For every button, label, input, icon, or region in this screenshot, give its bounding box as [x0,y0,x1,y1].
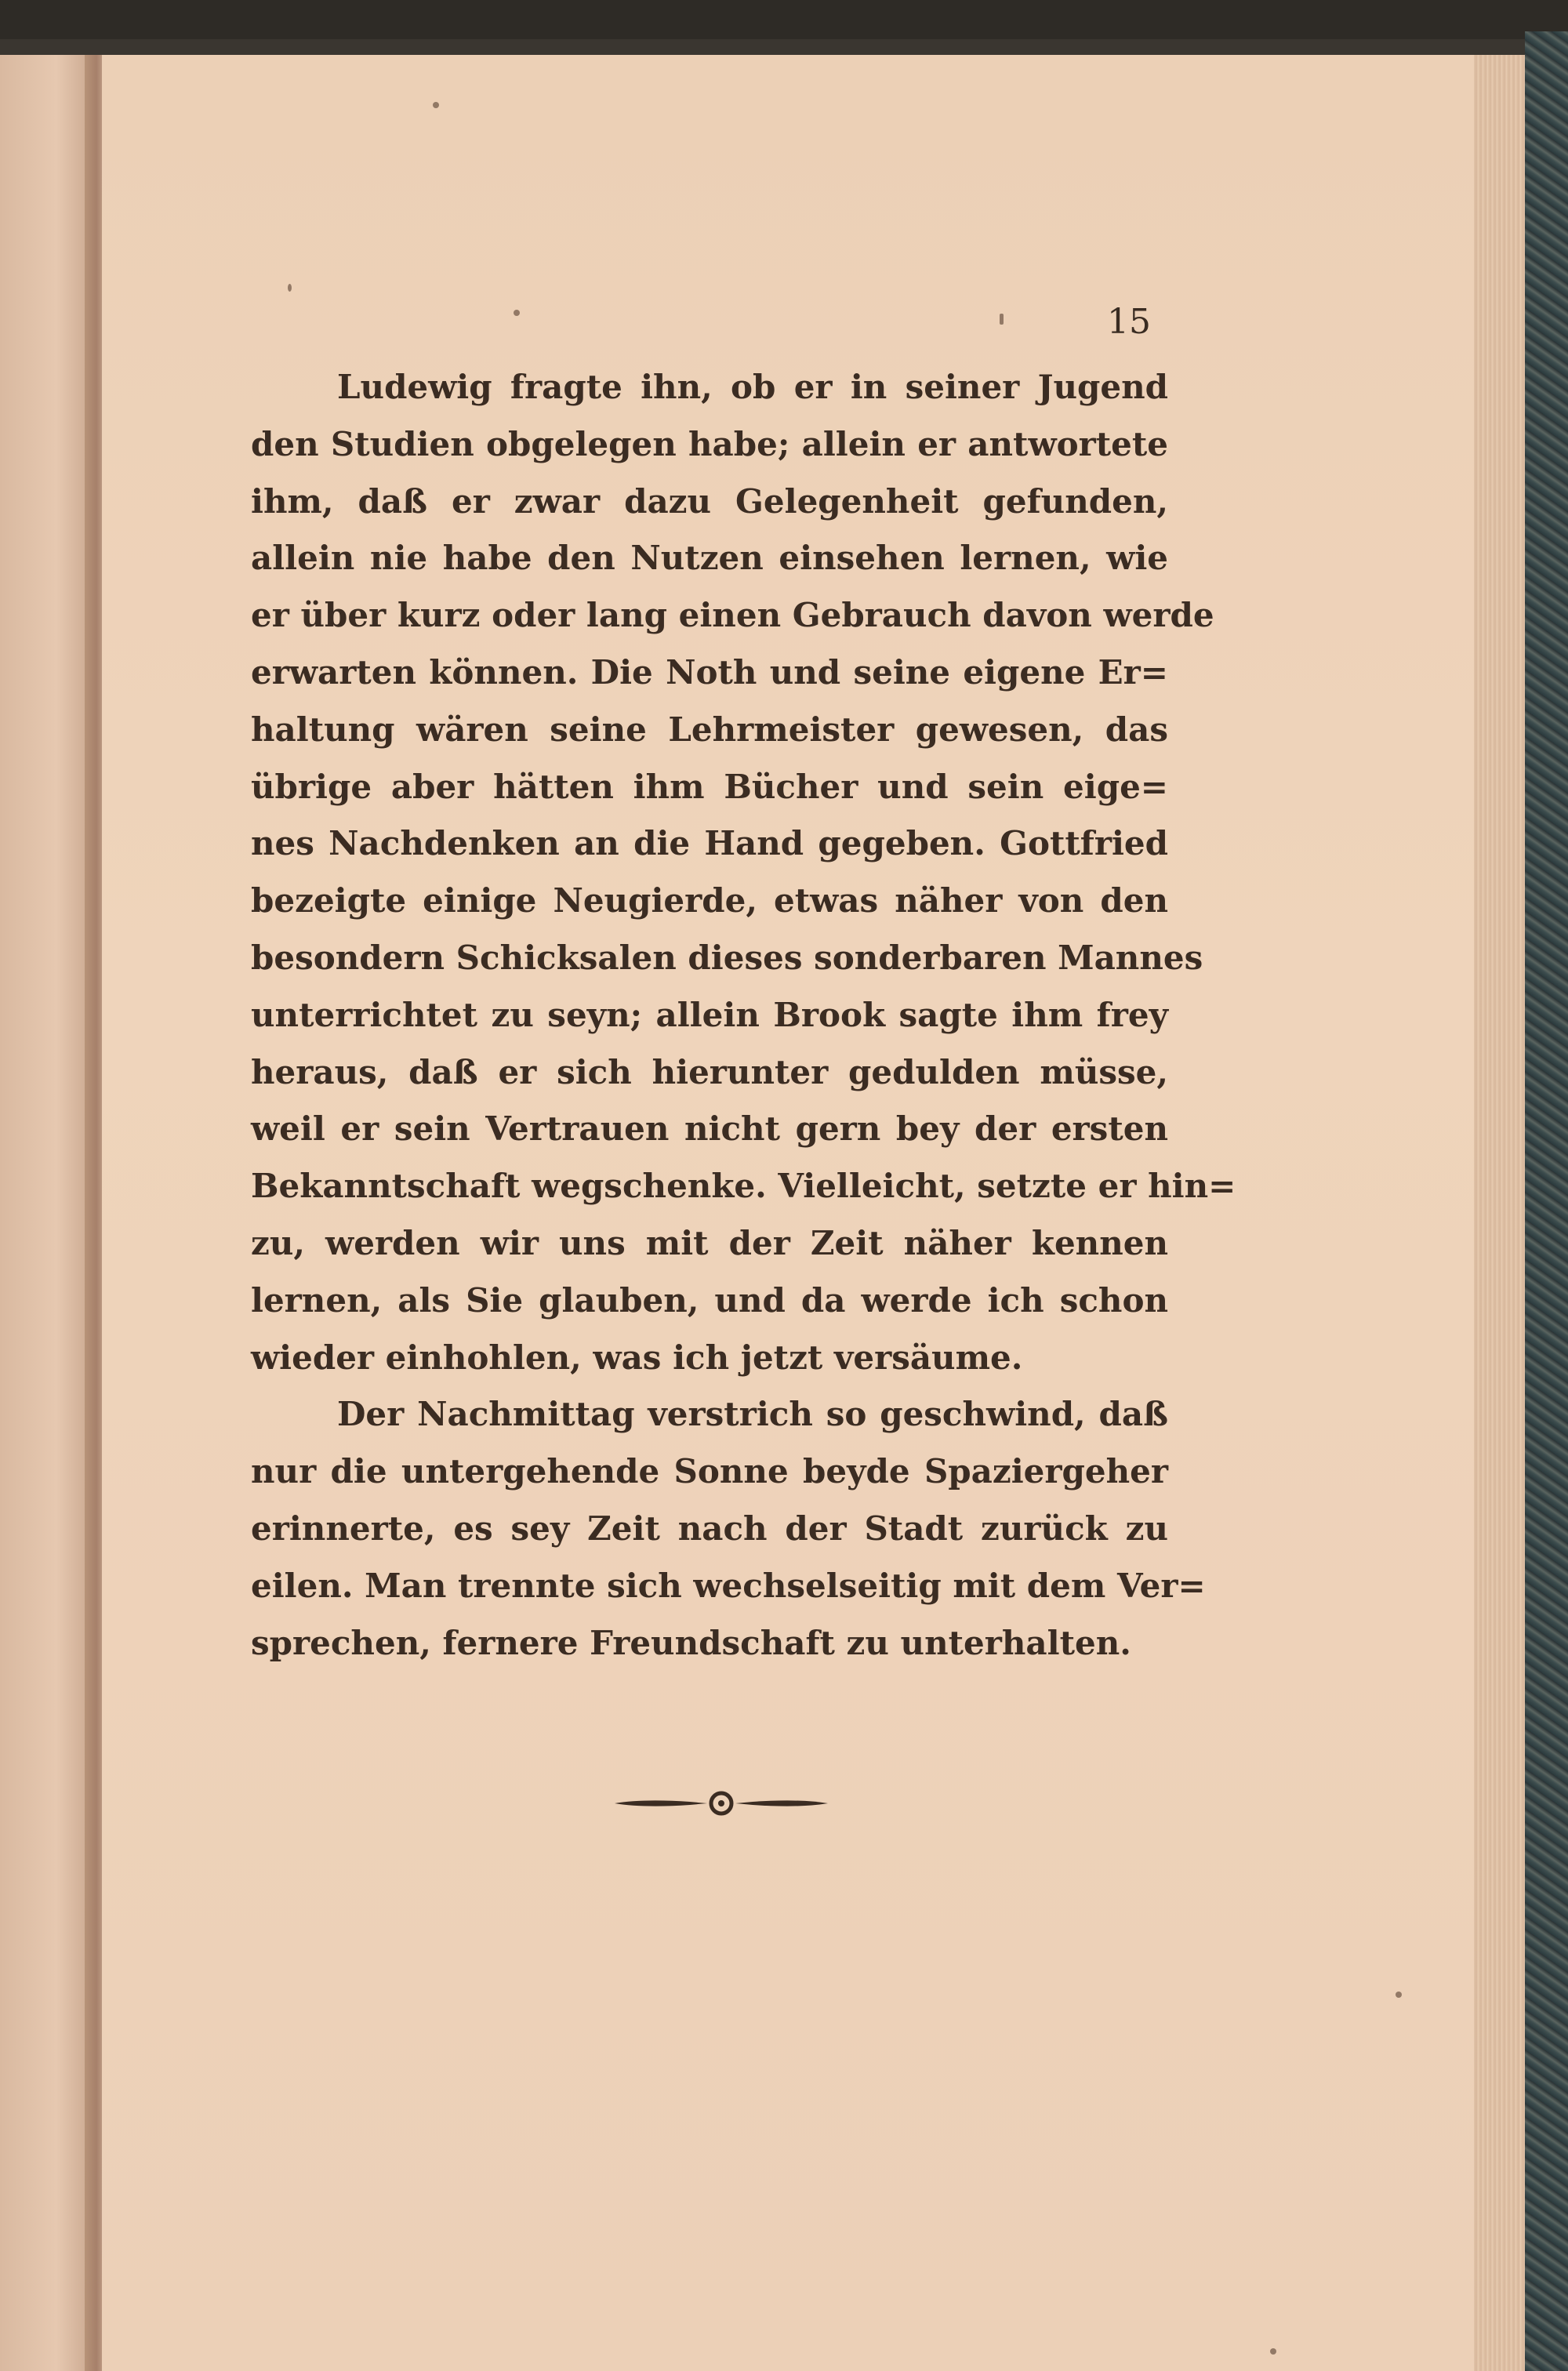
text-line: haltung wären seine Lehrmeister gewesen, das [251,710,1168,749]
text-line: erinnerte, es sey Zeit nach der Stadt zurück zu [251,1509,1168,1548]
text-line: zu, werden wir uns mit der Zeit näher kennen [251,1223,1168,1262]
text-line: weil er sein Vertrauen nicht gern bey der ersten [251,1109,1168,1149]
text-line: unterrichtet zu seyn; allein Brook sagte ihm frey [251,995,1168,1034]
page-edges [1474,55,1529,2371]
text-line: eilen. Man trennte sich wechselseitig mit dem Ver= [251,1566,1206,1605]
text-line: Der Nachmittag verstrich so geschwind, daß [337,1395,1168,1434]
text-line: besondern Schicksalen dieses sonderbaren Mannes [251,938,1203,977]
text-line: Bekanntschaft wegschenke. Vielleicht, setzte er hin= [251,1167,1236,1206]
text-line: wieder einhohlen, was ich jetzt versäume. [251,1338,1023,1377]
text-line: lernen, als Sie glauben, und da werde ich schon [251,1280,1168,1320]
ink-speck [433,102,439,108]
text-line: nur die untergehende Sonne beyde Spaziergeher [251,1452,1168,1491]
paragraph-1 [251,359,1236,1386]
text-line: heraus, daß er sich hierunter gedulden müsse, [251,1052,1168,1091]
tailpiece-ornament-icon [612,1788,831,1819]
marbled-cover [1525,31,1568,2371]
text-line: Ludewig fragte ihn, ob er in seiner Jugend [337,368,1168,406]
ink-speck [1000,314,1004,325]
text-line: er über kurz oder lang einen Gebrauch davon werde [251,596,1214,635]
text-line: den Studien obgelegen habe; allein er antwortete [251,424,1168,463]
paragraph-2 [251,1386,1206,1672]
text-line: sprechen, fernere Freundschaft zu unterhalten. [251,1623,1131,1662]
text-line: nes Nachdenken an die Hand gegeben. Gottfried [251,824,1168,863]
body-text [251,359,1236,1672]
text-line: allein nie habe den Nutzen einsehen lernen, wie [251,539,1168,578]
ink-speck [514,310,520,316]
ink-speck [1396,1992,1402,1998]
text-line: ihm, daß er zwar dazu Gelegenheit gefunden, [251,481,1168,521]
ink-speck [1270,2348,1276,2355]
page-number: 15 [1107,302,1151,342]
text-line: übrige aber hätten ihm Bücher und sein eige= [251,767,1168,806]
left-page [0,55,94,2371]
ink-speck [288,284,292,292]
text-line: erwarten können. Die Noth und seine eigene Er= [251,652,1168,692]
text-line: bezeigte einige Neugierde, etwas näher von den [251,881,1168,920]
